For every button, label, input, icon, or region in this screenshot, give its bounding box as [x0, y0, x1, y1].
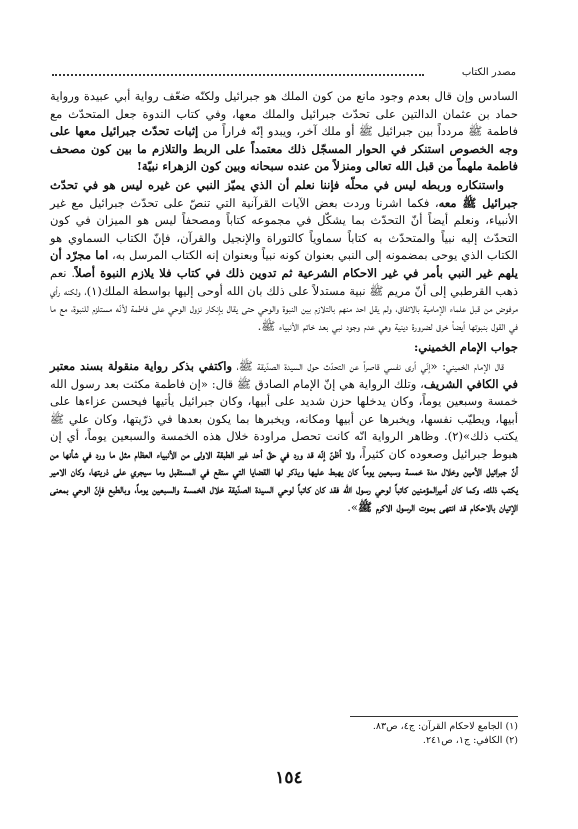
- text-run: ، وتلك الرواية هي إنّ الإمام الصادق ﷺ قال: «إن فاطمة مكثت بعد رسول الله خمسة وسبعين يوماً، وكان يدخلها حزن شديد على أبيها، وكان جبرائيل يأتيها فيحسن عزاءها على أبيها، ويطيّب نفسها، ويخبرها عن أبيها ومكانه، ويخبرها بما يكون بعدها في ذرّيتها، وكان علي ﷺ يكتب ذلك»(٢). وظاهر الرواية انّه كانت تحصل مراودة خلال هذه الخمسة والسبعين يوماً، أي إن هبوط جبرائيل وصعوده كان كثيراً،: [50, 376, 519, 461]
- emphasized-text: ولا أظنّ إنّه قد ورد في حقّ أحد غير الطبقة الاولى من الأنبياء العظام مثل ما ورد في شأنها من أنّ جبرائيل الأمين وخلال مدة خمسة وسبعين يوماً كان يهبط عليها ويذكر لها القضايا التي ستقع في المستقبل وما سيجري على ذريتها، وكان الامير يكتب ذلك، وكما كان أميرالمؤمنين كاتباً لوحي رسول الله فقد كان كاتباً لوحي السيدة الصدّيقة خلال الخمسة والسبعين يوماً، وبالطبع فإنّ الوحي بمعنى الإتيان بالاحكام قد انتهى بموت الرسول الاكرم ﷺ: [50, 446, 518, 514]
- body-text: [50, 88, 518, 517]
- emphasized-text: إثبات تحدّث جبرائيل معها على وجه الخصوص استنكر في الحوار المسجّل ذلك معتمداً على الربط والتلازم ما بين كون مصحف فاطمة ملهماً من قبل الله تعالى ومنزلاً من عنده سبحانه وبين كون الزهراء نبيّة!: [50, 124, 518, 174]
- section-heading: [50, 339, 518, 357]
- page-number: ١٥٤: [275, 768, 303, 788]
- emphasized-text: اما مجرّد أن يلهم غير النبي بأمر في غير الاحكام الشرعية ثم تدوين ذلك في كتاب فلا يلازم النبوة أصلاً: [50, 248, 518, 280]
- paragraph: [50, 177, 518, 335]
- paragraph: [50, 88, 518, 176]
- text-run: ، فكما اشرنا وردت بعض الآيات القرآنية التي تنصّ على تحدّث جبرائيل مع غير الأنبياء، ونعلم أيضاً أنّ التحدّث بما يشكّل في مجموعه كتاباً ومصحفاً ليس هو الميزان في كون التحدّث إليه نبياً والمتحدّث به كتاباً سماوياً كالتوراة والإنجيل والقرآن، فإنّ الكتاب السماوي هو الكتاب الذي يوحى بمضمونه إلى النبي بعنوان كونه نبياً وبعنوان إنه الكتاب المرسل به،: [50, 195, 518, 263]
- text-run: ».: [347, 499, 359, 514]
- paragraph: [50, 358, 518, 516]
- footnote: (٢) الكافي: ج١، ص٢٤١.: [422, 735, 518, 746]
- text-run: قال الإمام الخميني: «إنّي أرى نفسي قاصراً عن التحدّث حول السيدة الصدّيقة ﷺ،: [232, 358, 504, 373]
- emphasized-text: واكتفي بذكر رواية منقولة بسند معتبر في الكافي الشريف: [50, 358, 518, 391]
- header-rule: [52, 68, 424, 76]
- emphasized-text: واستنكاره وربطه ليس في محلّه فإننا نعلم أن الذي يميّز النبي عن غيره ليس هو في تحدّث جبرائيل ﷺ معه: [50, 177, 518, 210]
- text-run: السادس وإن قال بعدم وجود مانع من كون الملك هو جبرائيل ولكنّه ضعّف رواية أبي عبيدة ورواية حماد بن عثمان الدالتين على تحدّث جبرائيل والملك معها، وفي كتاب الندوة جعل المتحدّث مع فاطمة ﷺ مردداً بين جبرائيل ﷺ أو ملك آخر، ويبدو إنّه فراراً من: [50, 89, 518, 139]
- text-run: . نعم ذهب القرطبي إلى أنّ مريم ﷺ نبية مستدلاً على ذلك بان الله أوحى إليها بواسطة الملك(١)، ولكنه رأي مرفوض من قبل علماء الإمامية بالاتفاق، ولم يقل احد منهم بالتلازم بين النبوة والوحي حتى يقال بإنكار نزول الوحي على فاطمة لأنّه مستلزم للنبوة، مع ما في القول بنبوتها أيضاً خرق لضرورة دينية وهي عدم وجود نبي بعد خاتم الأنبياء ﷺ.: [50, 265, 518, 333]
- footnote-separator: [350, 716, 518, 717]
- header-title: مصدر الكتاب: [461, 67, 516, 78]
- footnotes: [50, 720, 518, 748]
- running-header: [52, 66, 516, 80]
- footnote: (١) الجامع لاحكام القرآن: ج٤، ص٨٣.: [372, 721, 518, 732]
- text-run: جواب الإمام الخميني:: [414, 340, 518, 355]
